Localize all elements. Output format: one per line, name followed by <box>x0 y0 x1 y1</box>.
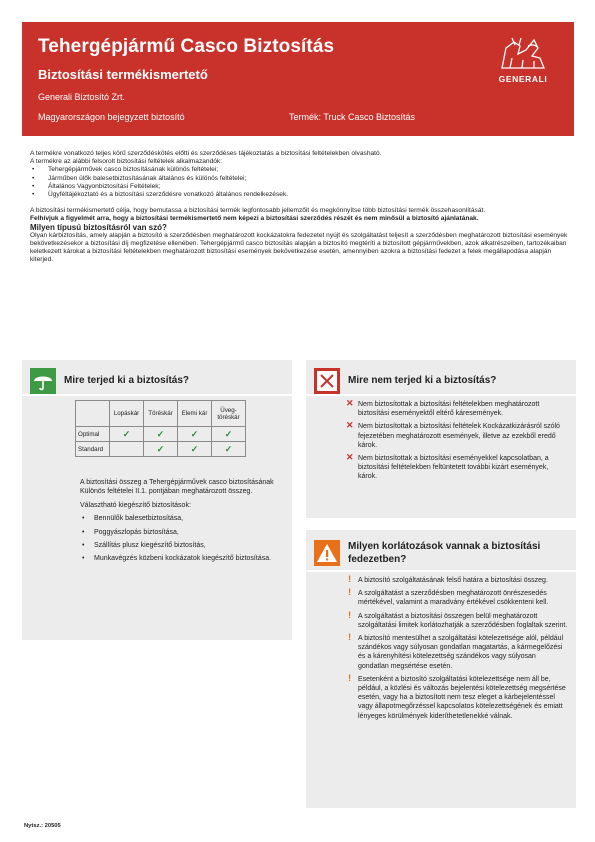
check-icon: ✓ <box>178 442 212 457</box>
exclusions-list <box>346 400 568 486</box>
registration-text: Magyarországon bejegyzett biztosító <box>38 112 185 122</box>
list-item <box>346 400 568 418</box>
list-item-text: Esetenként a biztosító szolgáltatási kötelezettsége nem áll be, például, a közlési és változás bejelentési kötelezettség megsértése esetén, vagy ha a biztosított nem tesz eleget a kárbejelentéssel vagy állapotmegőrzéssel kapcsolatos kötelezettségének és emiatt lényeges körülmények kideríthetetlenekké válnak. <box>358 675 566 720</box>
table-header-row <box>76 401 246 427</box>
exclamation-icon: ! <box>348 574 352 585</box>
coverage-table <box>75 400 246 457</box>
list-item: • Járműben ülők balesetbiztosításának általános és különös feltételei; <box>30 175 570 183</box>
cross-icon <box>314 368 340 394</box>
list-item: • Általános Vagyonbiztosítási Feltételek; <box>30 183 570 191</box>
table-header-cell <box>76 401 110 427</box>
row-label: Optimal <box>76 427 110 442</box>
list-item-text: A biztosító mentesülhet a szolgáltatási kötelezettsége alól, például szándékos vagy súlyosan gondatlan magatartás, a kármegelőzési és a kárenyhítési kötelezettség szándékos vagy súlyosan gondatlan megsértése esetén. <box>358 635 564 670</box>
exclamation-icon: ! <box>348 587 352 599</box>
coverage-details <box>80 478 290 568</box>
list-item-text: Nem biztosítottak a biztosítási feltételek Kockázatkizárásról szóló fejezetében meghatározott események, illetve az ezekből eredő károk. <box>358 423 560 449</box>
x-mark-icon: ✕ <box>346 452 354 463</box>
list-item <box>346 454 568 482</box>
exclusions-title: Mire nem terjed ki a biztosítás? <box>348 375 497 386</box>
company-name: Generali Biztosító Zrt. <box>38 92 126 102</box>
purpose-text: A biztosítási termékismertető célja, hogy bemutassa a biztosítási termék legfontosabb jellemzőit és megkönnyítse több biztosítási termék összehasonlítását. <box>30 207 486 215</box>
insurance-type-heading: Milyen típusú biztosításról van szó? <box>30 222 167 232</box>
list-item <box>346 576 568 585</box>
list-item-text: A szolgáltatást a szerződésben meghatározott önrészesedés mértékével, valamint a maradvány értékével csökkenteni kell. <box>358 590 549 607</box>
table-header-cell: Elemi kár <box>178 401 212 427</box>
options-heading: Választható kiegészítő biztosítások: <box>80 501 191 509</box>
restrictions-list <box>346 576 568 725</box>
check-icon: ✓ <box>212 427 246 442</box>
table-row <box>76 442 246 457</box>
document-code: Nytsz.: 20505 <box>24 823 61 829</box>
insurance-type-text: Olyan kárbiztosítás, amely alapján a biztosító a szerződésben meghatározott kockázatokra fedezetet nyújt és szolgáltatást teljesít a szerződésben meghatározott biztosítási események bekövetkezésekor a biztosítási díj megfizetése ellenében. Tehergépjármű casco biztosítás alapján a biztosító megtéríti a biztosított gépjárművekben, azok alkatrészeiben, tartozékaiban keletkezett károkat a biztosítási feltételekben meghatározott biztosítási események bekövetkezése esetén, amennyiben azokra a biztosítási fedezet a felek megállapodása alapján kiterjed. <box>30 231 568 264</box>
list-item: • Tehergépjárművek casco biztosításának különös feltételei; <box>30 166 570 174</box>
restrictions-box <box>306 530 576 808</box>
notice-text: Felhívjuk a figyelmét arra, hogy a biztosítási termékismertető nem képezi a biztosítási szerződés részét és nem minősül a biztosító ajánlatának. <box>30 215 479 223</box>
intro-section <box>30 150 570 265</box>
umbrella-icon <box>30 368 56 394</box>
list-item: • Munkavégzés közbeni kockázatok kiegészítő biztosítása. <box>80 554 290 563</box>
list-item <box>346 672 568 721</box>
intro-line-2: A termékre az alábbi felsorolt biztosítási feltételek alkalmazandók: <box>30 158 223 166</box>
exclamation-icon: ! <box>348 672 352 684</box>
list-item <box>346 634 568 671</box>
check-icon: ✓ <box>144 442 178 457</box>
coverage-box <box>22 360 292 640</box>
x-mark-icon: ✕ <box>346 398 354 408</box>
list-item: • Szállítás plusz kiegészítő biztosítás, <box>80 541 290 550</box>
page-subtitle: Biztosítási termékismertető <box>38 67 208 82</box>
options-list <box>80 514 290 564</box>
restrictions-title: Milyen korlátozások vannak a biztosítási fedezetben? <box>348 541 541 565</box>
generali-logo <box>488 34 558 94</box>
exclamation-icon: ! <box>348 609 352 621</box>
list-item: • Bennülők balesetbiztosítása, <box>80 514 290 523</box>
table-header-cell: Lopáskár <box>110 401 144 427</box>
empty-cell <box>110 442 144 457</box>
check-icon: ✓ <box>178 427 212 442</box>
coverage-title: Mire terjed ki a biztosítás? <box>64 375 190 386</box>
row-label: Standard <box>76 442 110 457</box>
check-icon: ✓ <box>144 427 178 442</box>
list-item-text: A szolgáltatást a biztosítási összegen belül meghatározott szolgáltatási limitek korlátozhatják a szerződésben foglaltak szerint. <box>358 612 568 629</box>
check-icon: ✓ <box>110 427 144 442</box>
warning-icon <box>314 540 340 566</box>
list-item-text: Nem biztosítottak a biztosítási feltételekben meghatározott biztosítási eseményektől eltérő káresemények. <box>358 401 540 418</box>
table-header-cell: Töréskár <box>144 401 178 427</box>
conditions-list <box>30 166 570 199</box>
header-banner <box>22 22 574 136</box>
list-item <box>346 609 568 630</box>
list-item <box>346 422 568 450</box>
sum-insured-text: A biztosítási összeg a Tehergépjárművek casco biztosításának Különös feltételei II.1. pontjában meghatározott összeg. <box>80 479 274 496</box>
product-name: Termék: Truck Casco Biztosítás <box>289 112 416 122</box>
exclamation-icon: ! <box>348 632 352 644</box>
list-item-text: Nem biztosítottak a biztosítási eseményekkel kapcsolatban, a biztosítási feltételekben feltüntetett további kizárt események, károk. <box>358 455 549 481</box>
list-item-text: A biztosító szolgáltatásának felső határa a biztosítási összeg. <box>358 577 548 584</box>
logo-text: GENERALI <box>498 74 548 84</box>
check-icon: ✓ <box>212 442 246 457</box>
lion-icon <box>488 34 558 74</box>
table-header-cell: Üveg-töréskár <box>212 401 246 427</box>
x-mark-icon: ✕ <box>346 420 354 431</box>
exclusions-box <box>306 360 576 518</box>
list-item <box>346 589 568 607</box>
page-title: Tehergépjármű Casco Biztosítás <box>38 36 335 57</box>
list-item: • Ügyféltájékoztató és a biztosítási szerződésre vonatkozó általános rendelkezések. <box>30 191 570 199</box>
table-row <box>76 427 246 442</box>
list-item: • Poggyászlopás biztosítása, <box>80 528 290 537</box>
intro-line-1: A termékre vonatkozó teljes körű szerződéskötés előtti és szerződéses tájékoztatás a biztosítási feltételekben olvasható. <box>30 150 382 157</box>
